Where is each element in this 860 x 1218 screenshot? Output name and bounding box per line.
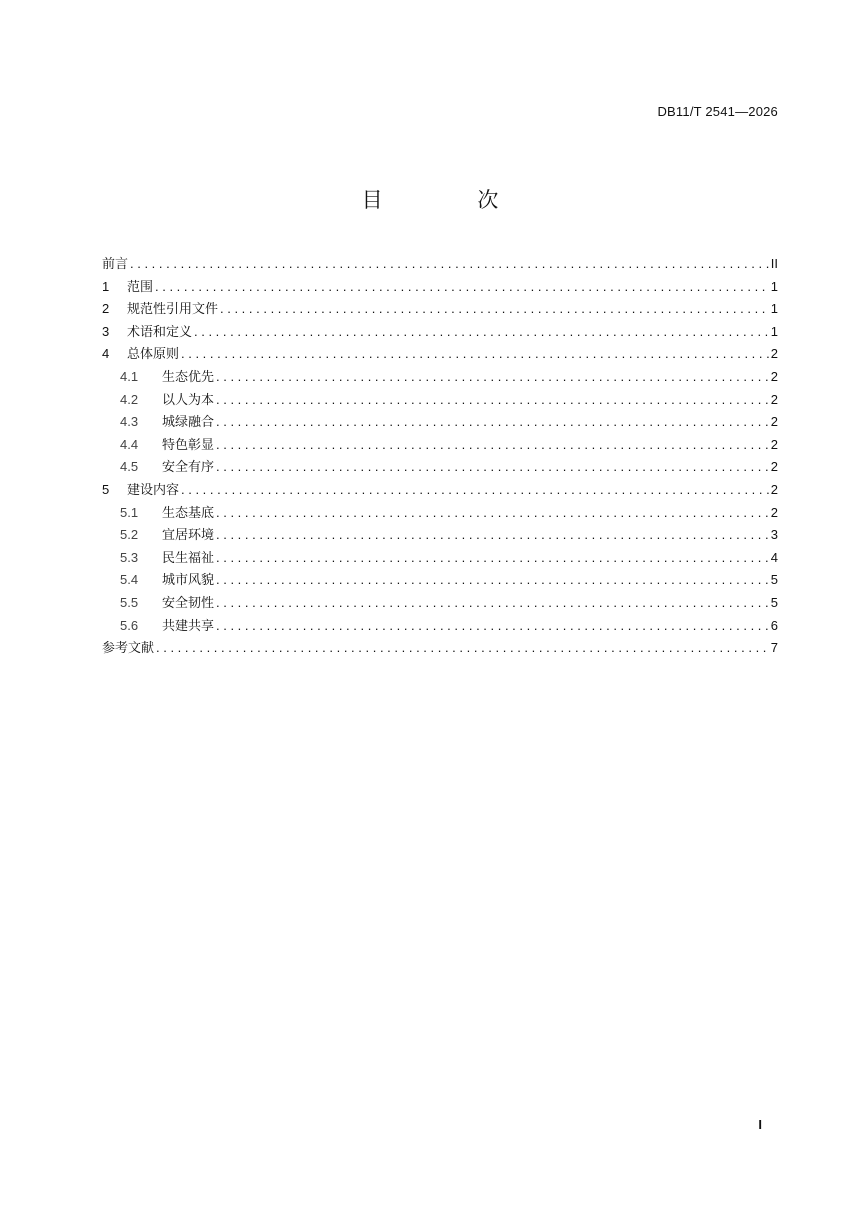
toc-number: 4 — [102, 346, 110, 362]
toc-number: 4.4 — [120, 436, 139, 452]
toc-leader — [216, 389, 769, 412]
toc-leader — [216, 411, 769, 434]
toc-entry-2[interactable] — [102, 298, 778, 321]
toc-label: 城绿融合 — [162, 415, 215, 431]
toc-entry-4-5[interactable] — [102, 456, 778, 479]
toc-entry-1[interactable] — [102, 276, 778, 299]
toc-label: 总体原则 — [127, 347, 180, 363]
toc-label: 特色彰显 — [162, 437, 215, 453]
toc-number: 1 — [102, 278, 110, 294]
toc-page: 5 — [770, 572, 778, 588]
toc-page: 2 — [770, 459, 778, 475]
toc-entry-references[interactable] — [102, 637, 778, 660]
toc-entry-preface[interactable] — [102, 253, 778, 276]
toc-entry-5-3[interactable] — [102, 547, 778, 570]
toc-page: 1 — [770, 323, 778, 339]
toc-leader — [216, 547, 769, 570]
toc-entry-5[interactable] — [102, 479, 778, 502]
toc-number: 5.3 — [120, 549, 139, 565]
toc-label: 生态基底 — [162, 505, 215, 521]
toc-number: 5.1 — [120, 504, 139, 520]
toc-entry-4-1[interactable] — [102, 366, 778, 389]
toc-leader — [156, 637, 769, 660]
toc-page: 3 — [770, 527, 778, 543]
toc-page: 6 — [770, 617, 778, 633]
toc-page: 2 — [770, 346, 778, 362]
toc-entry-3[interactable] — [102, 321, 778, 344]
page-number: I — [758, 1117, 762, 1132]
toc-leader — [181, 343, 769, 366]
toc-label: 范围 — [127, 279, 154, 295]
toc-page: II — [770, 256, 778, 271]
toc-entry-5-6[interactable] — [102, 615, 778, 638]
toc-page: 2 — [770, 391, 778, 407]
toc-entry-4-2[interactable] — [102, 389, 778, 412]
toc-number: 4.1 — [120, 368, 139, 384]
toc-number: 5.6 — [120, 617, 139, 633]
toc-leader — [216, 502, 769, 525]
toc-label: 生态优先 — [162, 369, 215, 385]
document-id: DB11/T 2541—2026 — [657, 104, 778, 119]
toc-entry-5-2[interactable] — [102, 524, 778, 547]
toc-label: 宜居环境 — [162, 528, 215, 544]
toc-page: 2 — [770, 481, 778, 497]
toc-leader — [216, 366, 769, 389]
toc-label: 前言 — [102, 257, 129, 272]
toc-number: 4.2 — [120, 391, 139, 407]
toc-leader — [216, 434, 769, 457]
toc-entry-4-4[interactable] — [102, 434, 778, 457]
toc-entry-5-1[interactable] — [102, 502, 778, 525]
toc-number: 3 — [102, 323, 110, 339]
toc-label: 以人为本 — [162, 392, 215, 408]
toc-page: 2 — [770, 436, 778, 452]
toc-label: 参考文献 — [102, 641, 155, 657]
toc-entry-5-4[interactable] — [102, 569, 778, 592]
toc-number: 5 — [102, 481, 110, 497]
toc-label: 安全韧性 — [162, 595, 215, 611]
toc-number: 5.4 — [120, 572, 139, 588]
toc-page: 2 — [770, 368, 778, 384]
toc-leader — [216, 569, 769, 592]
toc-page: 5 — [770, 594, 778, 610]
toc-label: 共建共享 — [162, 618, 215, 634]
page-title: 目 次 — [361, 188, 543, 212]
table-of-contents — [102, 253, 778, 660]
toc-page: 1 — [770, 301, 778, 317]
toc-label: 建设内容 — [127, 482, 180, 498]
toc-number: 5.2 — [120, 527, 139, 543]
toc-entry-5-5[interactable] — [102, 592, 778, 615]
toc-label: 规范性引用文件 — [127, 302, 219, 318]
toc-leader — [216, 456, 769, 479]
toc-label: 安全有序 — [162, 460, 215, 476]
toc-label: 民生福祉 — [162, 550, 215, 566]
toc-leader — [155, 276, 769, 299]
toc-leader — [181, 479, 769, 502]
toc-leader — [216, 592, 769, 615]
toc-label: 术语和定义 — [127, 324, 193, 340]
toc-page: 2 — [770, 504, 778, 520]
toc-number: 5.5 — [120, 594, 139, 610]
toc-entry-4[interactable] — [102, 343, 778, 366]
toc-leader — [130, 253, 769, 276]
toc-leader — [216, 524, 769, 547]
toc-page: 7 — [770, 640, 778, 656]
toc-page: 4 — [770, 549, 778, 565]
toc-entry-4-3[interactable] — [102, 411, 778, 434]
toc-leader — [194, 321, 769, 344]
toc-leader — [220, 298, 769, 321]
toc-number: 2 — [102, 301, 110, 317]
toc-label: 城市风貌 — [162, 573, 215, 589]
toc-number: 4.5 — [120, 459, 139, 475]
toc-page: 2 — [770, 414, 778, 430]
toc-page: 1 — [770, 278, 778, 294]
toc-number: 4.3 — [120, 414, 139, 430]
toc-leader — [216, 615, 769, 638]
